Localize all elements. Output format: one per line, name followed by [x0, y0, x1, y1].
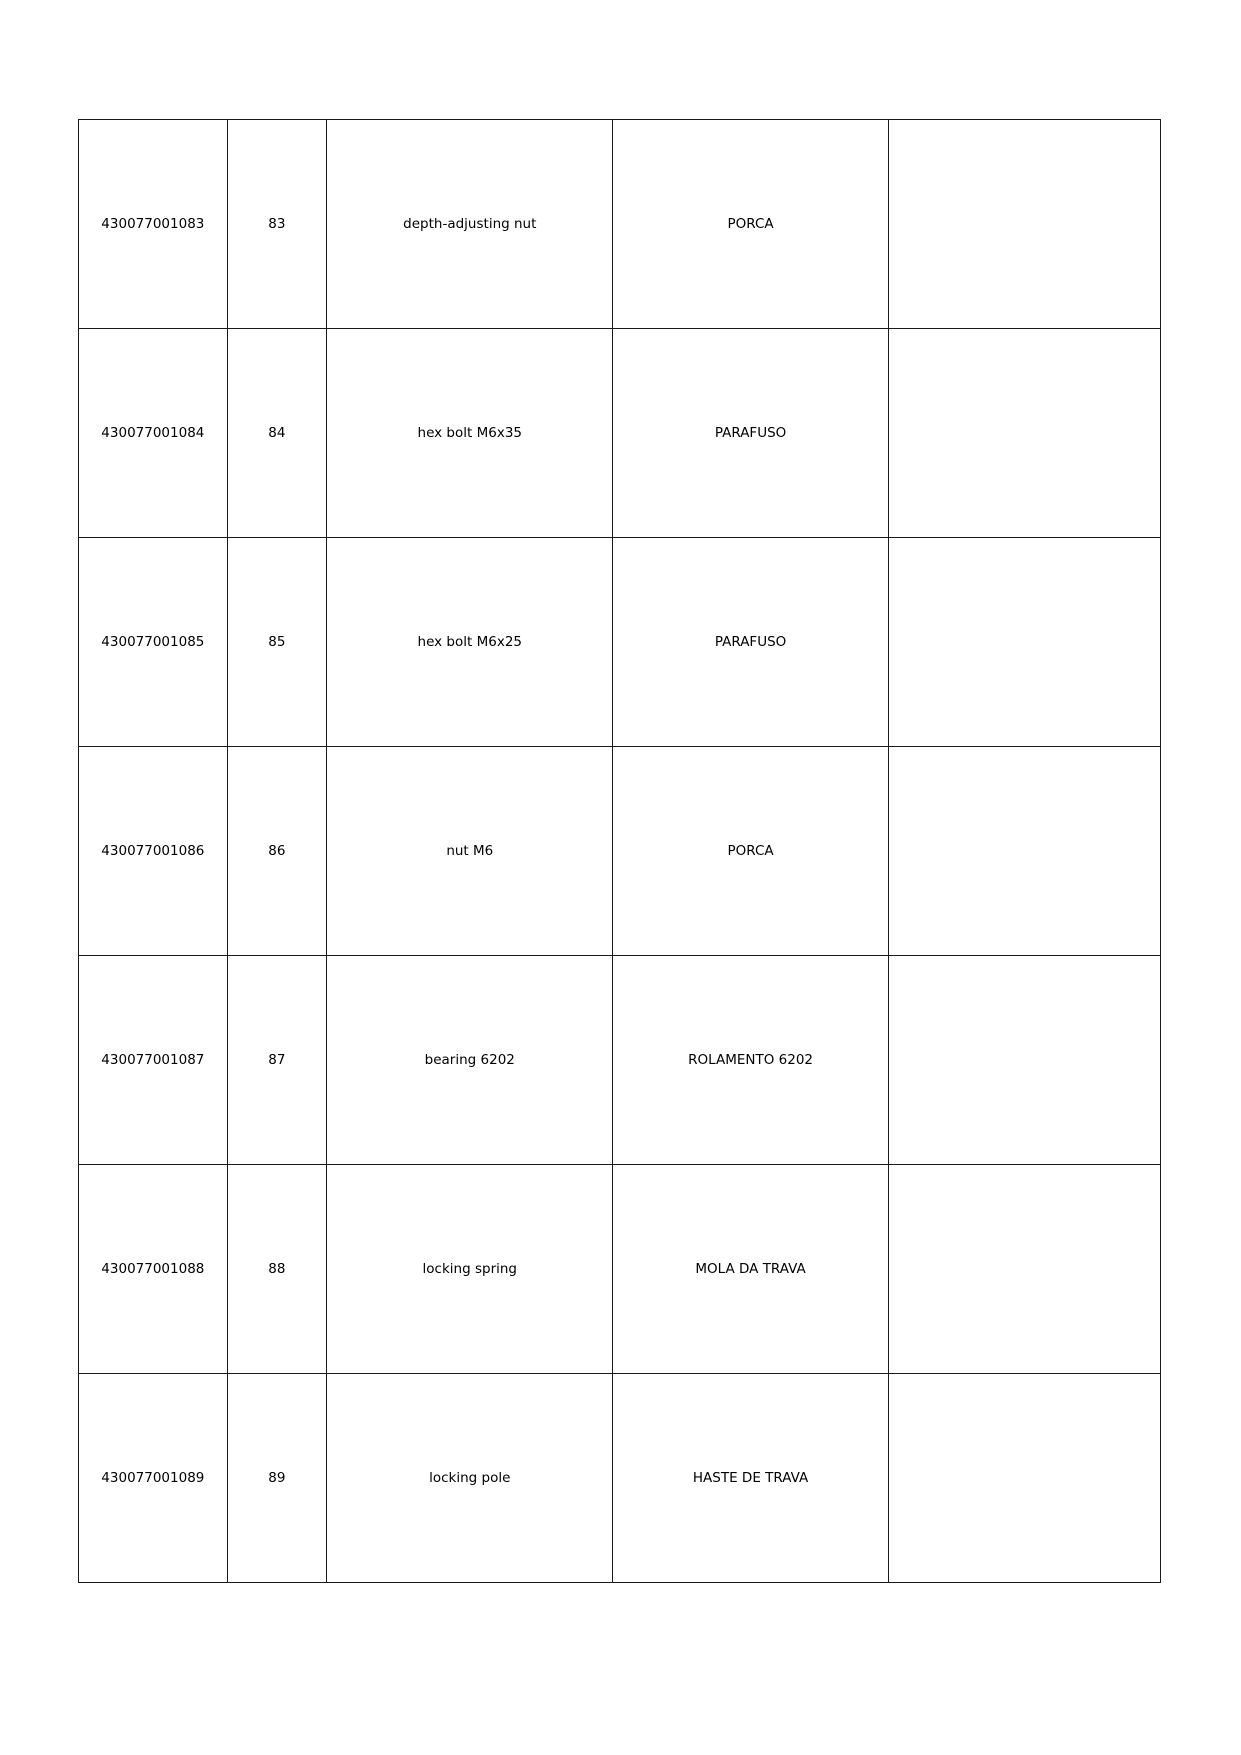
empty-cell	[888, 120, 1160, 329]
position-number-cell: 89	[227, 1374, 326, 1583]
part-code-cell: 430077001084	[79, 329, 228, 538]
table-row	[79, 329, 1161, 538]
part-code-cell: 430077001086	[79, 747, 228, 956]
parts-table	[78, 119, 1161, 1583]
english-description-cell: bearing 6202	[327, 956, 613, 1165]
table-row	[79, 120, 1161, 329]
portuguese-description-cell: PARAFUSO	[613, 538, 888, 747]
table-row	[79, 747, 1161, 956]
english-description-cell: locking spring	[327, 1165, 613, 1374]
empty-cell	[888, 1165, 1160, 1374]
table-row	[79, 1165, 1161, 1374]
part-code-cell: 430077001089	[79, 1374, 228, 1583]
empty-cell	[888, 956, 1160, 1165]
position-number-cell: 87	[227, 956, 326, 1165]
english-description-cell: hex bolt M6x35	[327, 329, 613, 538]
table-row	[79, 1374, 1161, 1583]
empty-cell	[888, 538, 1160, 747]
english-description-cell: hex bolt M6x25	[327, 538, 613, 747]
portuguese-description-cell: ROLAMENTO 6202	[613, 956, 888, 1165]
english-description-cell: locking pole	[327, 1374, 613, 1583]
position-number-cell: 84	[227, 329, 326, 538]
part-code-cell: 430077001083	[79, 120, 228, 329]
position-number-cell: 83	[227, 120, 326, 329]
portuguese-description-cell: PARAFUSO	[613, 329, 888, 538]
empty-cell	[888, 747, 1160, 956]
portuguese-description-cell: HASTE DE TRAVA	[613, 1374, 888, 1583]
empty-cell	[888, 329, 1160, 538]
position-number-cell: 85	[227, 538, 326, 747]
portuguese-description-cell: MOLA DA TRAVA	[613, 1165, 888, 1374]
english-description-cell: depth-adjusting nut	[327, 120, 613, 329]
table-row	[79, 956, 1161, 1165]
table-row	[79, 538, 1161, 747]
position-number-cell: 88	[227, 1165, 326, 1374]
part-code-cell: 430077001088	[79, 1165, 228, 1374]
position-number-cell: 86	[227, 747, 326, 956]
portuguese-description-cell: PORCA	[613, 120, 888, 329]
part-code-cell: 430077001085	[79, 538, 228, 747]
portuguese-description-cell: PORCA	[613, 747, 888, 956]
part-code-cell: 430077001087	[79, 956, 228, 1165]
empty-cell	[888, 1374, 1160, 1583]
english-description-cell: nut M6	[327, 747, 613, 956]
